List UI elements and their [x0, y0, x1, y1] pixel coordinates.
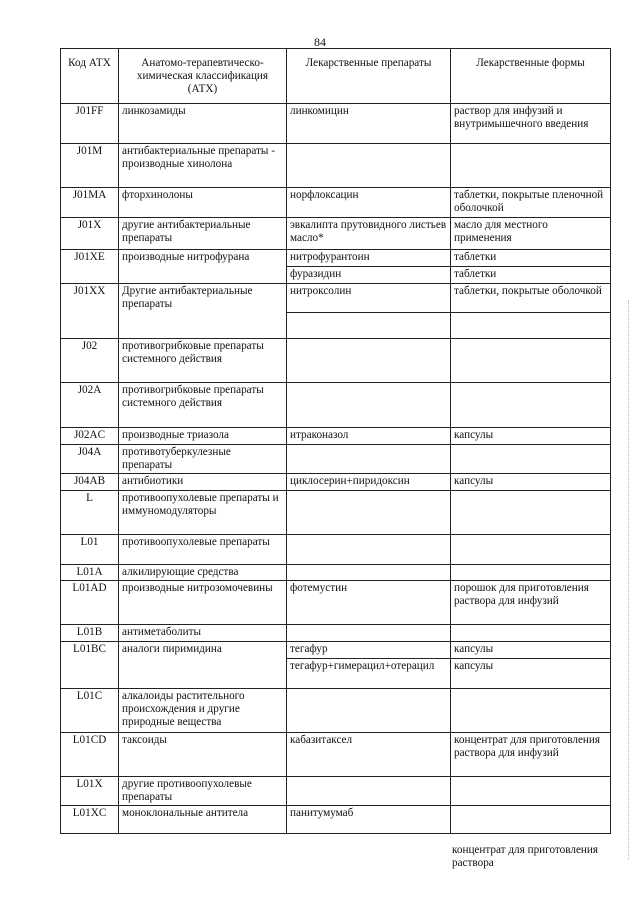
table-row	[61, 581, 611, 625]
table-row	[61, 806, 611, 834]
atx-code-cell: J01FF	[61, 104, 119, 144]
classification-cell: антибактериальные препараты - производные хинолона	[119, 144, 287, 188]
atx-code-cell: L01X	[61, 777, 119, 806]
table-row	[61, 339, 611, 383]
form-cell	[451, 565, 611, 581]
drug-cell	[287, 491, 451, 535]
classification-cell: алкалоиды растительного происхождения и другие природные вещества	[119, 689, 287, 733]
classification-cell: противогрибковые препараты системного действия	[119, 383, 287, 428]
form-cell	[451, 313, 611, 339]
drug-cell: фуразидин	[287, 267, 451, 284]
atx-code-cell: L01AD	[61, 581, 119, 625]
atx-code-cell: L01BC	[61, 642, 119, 689]
drug-cell: нитрофурантоин	[287, 250, 451, 267]
table-row	[61, 104, 611, 144]
form-cell: концентрат для приготовления раствора для инфузий	[451, 733, 611, 777]
atx-code-cell: J02A	[61, 383, 119, 428]
continuation-text: концентрат для приготовления раствора	[452, 844, 599, 869]
table-row	[61, 535, 611, 565]
table-row	[61, 428, 611, 445]
table-row	[61, 250, 611, 267]
atx-code-cell: J01XX	[61, 284, 119, 339]
table-row	[61, 642, 611, 659]
atx-code-cell: L01C	[61, 689, 119, 733]
drug-cell: фотемустин	[287, 581, 451, 625]
table-row	[61, 188, 611, 218]
classification-cell: противоопухолевые препараты и иммуномодуляторы	[119, 491, 287, 535]
page-number: 84	[314, 35, 326, 49]
header-forms: Лекарственные формы	[451, 49, 611, 104]
classification-cell: производные триазола	[119, 428, 287, 445]
form-cell: капсулы	[451, 474, 611, 491]
drug-cell: кабазитаксел	[287, 733, 451, 777]
classification-cell: таксоиды	[119, 733, 287, 777]
form-cell: масло для местного применения	[451, 218, 611, 250]
atx-code-cell: L01	[61, 535, 119, 565]
form-cell	[451, 144, 611, 188]
scan-edge-marks	[628, 300, 631, 860]
atx-code-cell: J01MA	[61, 188, 119, 218]
table-row	[61, 474, 611, 491]
atx-code-cell: L01CD	[61, 733, 119, 777]
form-cell	[451, 625, 611, 642]
form-cell: таблетки, покрытые оболочкой	[451, 284, 611, 313]
table-row	[61, 218, 611, 250]
classification-cell: аналоги пиримидина	[119, 642, 287, 689]
atx-code-cell: J01M	[61, 144, 119, 188]
form-cell	[451, 535, 611, 565]
table-row	[61, 733, 611, 777]
drug-cell	[287, 625, 451, 642]
form-cell	[451, 777, 611, 806]
drug-cell: нитроксолин	[287, 284, 451, 313]
drug-cell: линкомицин	[287, 104, 451, 144]
classification-cell: фторхинолоны	[119, 188, 287, 218]
classification-cell: алкилирующие средства	[119, 565, 287, 581]
form-cell: порошок для приготовления раствора для инфузий	[451, 581, 611, 625]
drug-cell	[287, 313, 451, 339]
classification-cell: линкозамиды	[119, 104, 287, 144]
classification-cell: производные нитрофурана	[119, 250, 287, 284]
drug-cell	[287, 144, 451, 188]
drug-cell	[287, 565, 451, 581]
atx-code-cell: L	[61, 491, 119, 535]
classification-cell: противогрибковые препараты системного действия	[119, 339, 287, 383]
header-drugs: Лекарственные препараты	[287, 49, 451, 104]
drug-cell	[287, 535, 451, 565]
form-cell	[451, 689, 611, 733]
table-row	[61, 689, 611, 733]
form-cell	[451, 445, 611, 474]
atx-code-cell: J02	[61, 339, 119, 383]
classification-cell: антибиотики	[119, 474, 287, 491]
table-row	[61, 777, 611, 806]
classification-cell: другие противоопухолевые препараты	[119, 777, 287, 806]
table-header-row	[61, 49, 611, 104]
atx-code-cell: L01XC	[61, 806, 119, 834]
atx-code-cell: J04AB	[61, 474, 119, 491]
atx-code-cell: J01X	[61, 218, 119, 250]
atx-table	[60, 48, 611, 834]
form-cell: капсулы	[451, 642, 611, 659]
form-cell: капсулы	[451, 659, 611, 689]
header-classification: Анатомо-терапевтическо-химическая классификация (АТХ)	[119, 49, 287, 104]
drug-cell: циклосерин+пиридоксин	[287, 474, 451, 491]
drug-cell	[287, 689, 451, 733]
drug-cell: эвкалипта прутовидного листьев масло*	[287, 218, 451, 250]
classification-cell: другие антибактериальные препараты	[119, 218, 287, 250]
drug-cell	[287, 777, 451, 806]
table-row	[61, 491, 611, 535]
atx-code-cell: J01XE	[61, 250, 119, 284]
form-cell	[451, 383, 611, 428]
drug-cell: тегафур+гимерацил+отерацил	[287, 659, 451, 689]
atx-code-cell: L01B	[61, 625, 119, 642]
form-cell: таблетки, покрытые пленочной оболочкой	[451, 188, 611, 218]
classification-cell: противоопухолевые препараты	[119, 535, 287, 565]
table-row	[61, 625, 611, 642]
form-cell: таблетки	[451, 267, 611, 284]
drug-cell: панитумумаб	[287, 806, 451, 834]
classification-cell: моноклональные антитела	[119, 806, 287, 834]
table-row	[61, 565, 611, 581]
drug-cell	[287, 383, 451, 428]
form-cell: таблетки	[451, 250, 611, 267]
form-cell	[451, 491, 611, 535]
atx-code-cell: J02AC	[61, 428, 119, 445]
drug-cell	[287, 445, 451, 474]
drug-cell: тегафур	[287, 642, 451, 659]
classification-cell: производные нитрозомочевины	[119, 581, 287, 625]
classification-cell: Другие антибактериальные препараты	[119, 284, 287, 339]
form-cell: капсулы	[451, 428, 611, 445]
table-row	[61, 445, 611, 474]
classification-cell: антиметаболиты	[119, 625, 287, 642]
table-row	[61, 144, 611, 188]
form-cell: раствор для инфузий и внутримышечного введения	[451, 104, 611, 144]
atx-code-cell: L01A	[61, 565, 119, 581]
header-code: Код АТХ	[61, 49, 119, 104]
classification-cell: противотуберкулезные препараты	[119, 445, 287, 474]
drug-cell: итраконазол	[287, 428, 451, 445]
atx-code-cell: J04A	[61, 445, 119, 474]
table-row	[61, 383, 611, 428]
form-cell	[451, 339, 611, 383]
table-row	[61, 284, 611, 313]
drug-cell: норфлоксацин	[287, 188, 451, 218]
drug-cell	[287, 339, 451, 383]
form-cell	[451, 806, 611, 834]
